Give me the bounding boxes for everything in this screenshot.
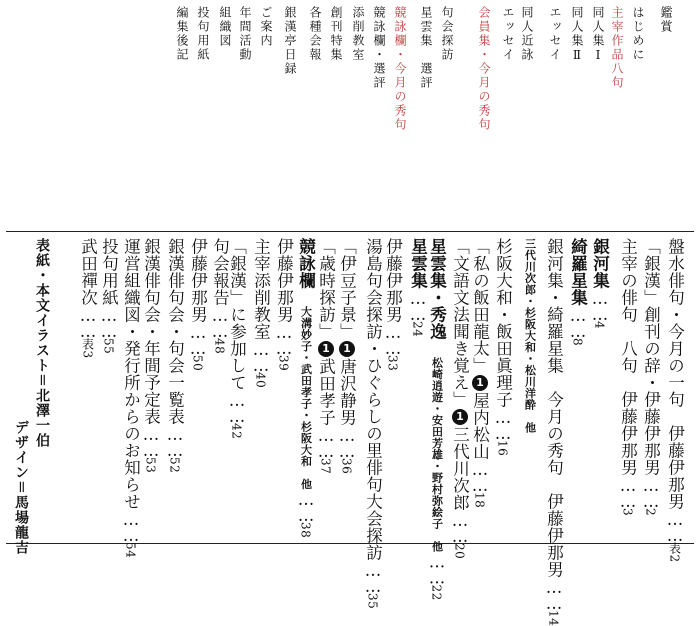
page-number: 39 — [276, 355, 291, 372]
entry-author: 屋内松山 — [470, 392, 490, 460]
section-label — [260, 6, 272, 48]
entry-subtitle: 大溝妙子・武田孝子・杉阪大和 他 — [299, 306, 313, 490]
page-number: 53 — [143, 457, 158, 474]
toc-entry — [338, 238, 355, 474]
leader-dots: …… — [210, 306, 230, 338]
entry-title: 句会報告 — [210, 238, 230, 306]
page-number: 33 — [385, 355, 400, 372]
page-number: 22 — [429, 584, 444, 601]
page-number: 50 — [190, 355, 205, 372]
section-label-text: ご案内 — [259, 6, 273, 48]
toc-entry — [166, 238, 183, 473]
section-label-text: 同人近詠 — [520, 6, 534, 62]
leader-dots: …… — [165, 425, 185, 457]
entry-title: 星雲集・秀逸 — [427, 238, 447, 340]
toc-entry — [364, 238, 381, 609]
toc-entry-line — [591, 238, 608, 329]
toc-entry — [100, 238, 117, 354]
toc-entry-line — [364, 238, 381, 609]
leader-dots: …… — [427, 552, 447, 585]
toc-entry — [189, 238, 206, 371]
divider-rule — [6, 231, 694, 232]
page-number: 2 — [643, 508, 658, 517]
section-label — [521, 6, 533, 62]
leader-dots: …… — [316, 426, 336, 458]
toc-entry — [79, 238, 96, 359]
entry-author: 唐沢静男 — [337, 358, 357, 426]
section-label-text: 同人集Ⅱ — [570, 6, 584, 64]
page-number: 24 — [410, 321, 425, 338]
section-label-text: 主宰作品八句 — [610, 6, 624, 90]
toc-entry — [569, 238, 586, 346]
page-number: 8 — [570, 338, 585, 347]
section-label — [352, 6, 364, 62]
toc-entry — [428, 238, 445, 601]
entry-title: 伊藤伊那男 — [188, 238, 208, 323]
page-number: 16 — [495, 440, 510, 457]
toc-entry-line — [384, 238, 401, 371]
section-label — [478, 6, 490, 132]
toc-entry-line — [619, 238, 636, 516]
page-number: 4 — [592, 321, 607, 330]
page-number: 3 — [620, 508, 635, 517]
section-label-text: 競詠欄・今月の秀句 — [393, 6, 407, 132]
entry-title: 盤水俳句・今月の一句 伊藤伊那男 — [665, 238, 685, 510]
page-number: 54 — [123, 542, 138, 559]
section-label — [611, 6, 623, 90]
leader-dots: …… — [141, 425, 161, 457]
page-number: 表3 — [80, 338, 95, 359]
episode-number-badge: 1 — [340, 342, 354, 356]
page-number: 36 — [339, 458, 354, 475]
leader-dots: …… — [296, 490, 316, 522]
toc-entry-line — [471, 238, 488, 508]
entry-title: 「銀漢」に参加して — [227, 238, 247, 391]
entry-title: 「文語文法聞き覚え」 — [450, 238, 470, 408]
section-label — [330, 6, 342, 62]
toc-entry-line — [338, 238, 355, 474]
toc-entry — [142, 238, 159, 473]
entry-title: 伊藤伊那男 — [383, 238, 403, 323]
leader-dots: …… — [470, 460, 490, 492]
entry-title: 銀河集・綺羅星集 今月の秀句 伊藤伊那男 — [544, 238, 564, 578]
toc-entry — [275, 238, 292, 371]
toc-entry-line — [122, 238, 139, 558]
entry-title: 綺羅星集 — [568, 238, 588, 306]
page-number: 14 — [546, 610, 561, 626]
toc-entry — [211, 238, 228, 354]
toc-entry-line — [166, 238, 183, 473]
section-label — [502, 6, 514, 62]
section-label-text: 競詠欄・選評 — [372, 6, 386, 90]
entry-title: 主宰添削教室 — [251, 238, 271, 340]
section-label — [660, 6, 672, 34]
toc-entry-line — [521, 238, 538, 434]
leader-dots: …… — [188, 323, 208, 355]
page-number: 48 — [212, 338, 227, 355]
leader-dots: …… — [337, 426, 357, 458]
illustration-credit: 表紙・本文イラスト＝北澤一伯 — [34, 238, 50, 448]
section-label-text: 会員集・今月の秀句 — [477, 6, 491, 132]
toc-entry — [252, 238, 269, 388]
leader-dots: …… — [251, 340, 271, 372]
episode-number-badge: 1 — [319, 342, 333, 356]
toc-entry — [471, 238, 488, 508]
entry-title: 三代川次郎・杉阪大和・松川洋酔 他 — [523, 238, 537, 434]
entry-title: 投句用紙 — [99, 238, 119, 306]
toc-entry-line — [142, 238, 159, 473]
section-label-text: 年間活動 — [238, 6, 252, 62]
toc-entry — [642, 238, 659, 516]
toc-entry — [409, 238, 426, 337]
section-label — [549, 6, 561, 62]
toc-entry-line — [428, 238, 445, 601]
toc-entry — [666, 238, 683, 563]
entry-title: 湯島句会探訪・ひぐらしの里俳句大会探訪 — [363, 238, 383, 561]
section-label-text: はじめに — [631, 6, 645, 62]
entry-title: 「銀漢」創刊の辞・伊藤伊那男 — [641, 238, 661, 476]
toc-entry-line — [409, 238, 426, 337]
toc-entry-line — [252, 238, 269, 388]
toc-entry-line — [189, 238, 206, 371]
toc-entry — [384, 238, 401, 371]
toc-entry-line — [666, 238, 683, 563]
page-number: 35 — [365, 593, 380, 610]
entry-title: 「私の飯田龍太」 — [470, 238, 490, 374]
section-label-text: 句会探訪 — [440, 6, 454, 62]
entry-title: 銀河集 — [590, 238, 610, 289]
section-label-text: 組織図 — [218, 6, 232, 48]
toc-entry — [451, 238, 468, 559]
entry-title: 銀漢俳句会・句会一覧表 — [165, 238, 185, 425]
section-label — [394, 6, 406, 132]
leader-dots: …… — [493, 408, 513, 440]
entry-title: 銀漢俳句会・年間予定表 — [141, 238, 161, 425]
entry-subtitle: 松崎逍遊・安田芳雄・野村弥絵子 他 — [430, 357, 444, 553]
page-number: 20 — [452, 543, 467, 560]
section-label-text: 同人集Ⅰ — [591, 6, 605, 64]
episode-number-badge: 1 — [453, 410, 467, 424]
toc-entry — [494, 238, 511, 456]
toc-entry-line — [275, 238, 292, 371]
section-label-text: 添削教室 — [351, 6, 365, 62]
page-number: 38 — [298, 522, 313, 539]
section-label-text: 投句用紙 — [196, 6, 210, 62]
leader-dots: …… — [641, 476, 661, 508]
toc-entry — [521, 238, 538, 434]
entry-title: 「歳時探訪」 — [316, 238, 336, 340]
leader-dots: …… — [618, 476, 638, 508]
toc-entry — [317, 238, 334, 474]
leader-dots: …… — [363, 561, 383, 593]
toc-entry-line — [100, 238, 117, 354]
entry-title: 伊藤伊那男 — [274, 238, 294, 323]
leader-dots: …… — [383, 323, 403, 355]
toc-entry-line — [494, 238, 511, 456]
section-label-text: エッセイ — [501, 6, 515, 62]
section-label — [197, 6, 209, 62]
section-label — [420, 6, 432, 90]
section-label — [219, 6, 231, 48]
entry-title: 運営組織図・発行所からのお知らせ — [121, 238, 141, 510]
leader-dots: …… — [227, 391, 247, 423]
entry-title: 「伊豆子景」 — [337, 238, 357, 340]
section-label-text: 編集後記 — [175, 6, 189, 62]
section-label — [309, 6, 321, 62]
section-label — [176, 6, 188, 62]
section-label — [632, 6, 644, 62]
leader-dots: …… — [274, 323, 294, 355]
entry-title: 星雲集 — [408, 238, 428, 289]
leader-dots: …… — [99, 306, 119, 338]
section-label-text: 創刊特集 — [329, 6, 343, 62]
divider-rule — [6, 543, 694, 544]
entry-title: 主宰の俳句 八句 伊藤伊那男 — [618, 238, 638, 476]
toc-entry-line — [569, 238, 586, 346]
page-number: 55 — [101, 338, 116, 355]
toc-entry — [297, 238, 314, 538]
entry-title: 杉阪大和・飯田眞理子 — [493, 238, 513, 408]
toc-entry-line — [79, 238, 96, 359]
toc-entry — [122, 238, 139, 558]
section-label-text: 鑑賞 — [659, 6, 673, 34]
page-number: 37 — [318, 458, 333, 475]
page-number: 表2 — [667, 542, 682, 563]
section-label — [373, 6, 385, 90]
leader-dots: …… — [544, 578, 564, 610]
entry-author: 武田孝子 — [316, 358, 336, 426]
design-credit: デザイン＝馬場龍吉 — [13, 420, 29, 555]
toc-entry-line — [317, 238, 334, 474]
page-number: 18 — [472, 492, 487, 509]
section-label — [284, 6, 296, 76]
toc-entry-line — [211, 238, 228, 354]
page-number: 42 — [229, 423, 244, 440]
toc-entry — [545, 238, 562, 626]
leader-dots: …… — [590, 289, 610, 321]
leader-dots: …… — [408, 289, 428, 321]
section-label-text: 各種会報 — [308, 6, 322, 62]
toc-entry-line — [642, 238, 659, 516]
section-label-text: 星雲集 選評 — [419, 6, 433, 90]
leader-dots: …… — [450, 511, 470, 543]
section-label — [592, 6, 604, 64]
section-label — [441, 6, 453, 62]
toc-entry — [228, 238, 245, 439]
section-label-text: エッセイ — [548, 6, 562, 62]
toc-entry-line — [451, 238, 468, 559]
leader-dots: …… — [121, 510, 141, 542]
entry-author: 三代川次郎 — [450, 426, 470, 511]
entry-title: 競詠欄 — [296, 238, 316, 289]
leader-dots: …… — [568, 306, 588, 338]
page-number: 40 — [253, 372, 268, 389]
episode-number-badge: 1 — [473, 376, 487, 390]
section-label — [239, 6, 251, 62]
toc-entry-line — [228, 238, 245, 439]
toc-entry — [591, 238, 608, 329]
leader-dots: …… — [78, 306, 98, 338]
page-number: 52 — [167, 457, 182, 474]
entry-title: 武田禪次 — [78, 238, 98, 306]
toc-entry-line — [297, 238, 314, 538]
toc-entry — [619, 238, 636, 516]
toc-entry-line — [545, 238, 562, 626]
leader-dots: …… — [665, 510, 685, 542]
section-label-text: 銀漢亭日録 — [283, 6, 297, 76]
section-label — [571, 6, 583, 64]
